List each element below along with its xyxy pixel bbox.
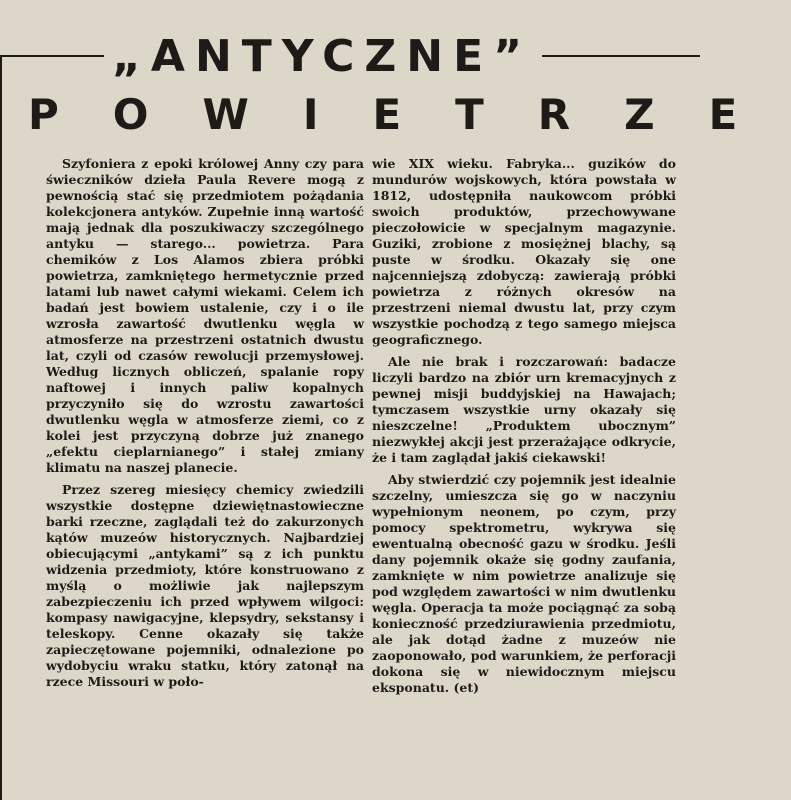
article-title-line-1: „ANTYCZNE” bbox=[104, 32, 542, 82]
paragraph-1: Szyfoniera z epoki królowej Anny czy para świeczników dzieła Paula Revere mogą z pewnością stać się przedmiotem pożądania kolekcjonera antyków. Zupełnie inną wartość mają jednak dla poszukiwaczy szczególnego antyku — starego... powietrza. Para chemików z Los Alamos zbiera próbki powietrza, zamkniętego hermetycznie przed latami lub nawet całymi wiekami. Celem ich badań jest bowiem ustalenie, czy i o ile wzrosła zawartość dwutlenku węgla w atmosferze na przestrzeni ostatnich dwustu lat, czyli od czasów rewolucji przemysłowej. Według licznych obliczeń, spalanie ropy naftowej i innych paliw kopalnych przyczyniło się do wzrostu zawartości dwutlenku węgla w atmosferze ziemi, co z kolei jest przyczyną dobrze już znanego „efektu cieplarnianego” i stałej zmiany klimatu na naszej planecie. bbox=[46, 156, 364, 475]
article-title-line-2: POWIETRZE bbox=[28, 90, 791, 139]
header-rule-vertical bbox=[0, 55, 2, 800]
paragraph-2-continued: wie XIX wieku. Fabryka... guzików do mundurów wojskowych, która powstała w 1812, udostępniła naukowcom próbki swoich produktów, przechowywane pieczołowicie w specjalnym magazynie. Guziki, zrobione z mosiężnej blachy, są puste w środku. Okazały się one najcenniejszą zdobyczą: zawierają próbki powietrza z różnych okresów na przestrzeni niemal dwustu lat, przy czym wszystkie pochodzą z tego samego miejsca geograficznego. bbox=[372, 156, 676, 347]
article-column-left bbox=[46, 156, 364, 696]
paragraph-2: Przez szereg miesięcy chemicy zwiedzili wszystkie dostępne dziewiętnastowieczne barki rzeczne, zaglądali też do zakurzonych kątów muzeów historycznych. Najbardziej obiecującymi „antykami” są z ich punktu widzenia przedmioty, które konstruowano z myślą o możliwie jak najlepszym zabezpieczeniu ich przed wpływem wilgoci: kompasy nawigacyjne, klepsydry, sekstansy i teleskopy. Cenne okazały się także zapieczętowane pojemniki, odnalezione po wydobyciu wraku statku, który zatonął na rzece Missouri w poło- bbox=[46, 482, 364, 689]
article-column-right bbox=[372, 156, 676, 702]
paragraph-4: Aby stwierdzić czy pojemnik jest idealnie szczelny, umieszcza się go w naczyniu wypełnionym neonem, po czym, przy pomocy spektrometru, wykrywa się ewentualną obecność gazu w środku. Jeśli dany pojemnik okaże się godny zaufania, zamknięte w nim powietrze analizuje się pod względem zawartości w nim dwutlenku węgla. Operacja ta może pociągnąć za sobą konieczność przedziurawienia przedmiotu, ale jak dotąd żadne z muzeów nie zaoponowało, pod warunkiem, że perforacji dokona się w niewidocznym miejscu eksponatu. (et) bbox=[372, 472, 676, 695]
paragraph-3: Ale nie brak i rozczarowań: badacze liczyli bardzo na zbiór urn kremacyjnych z pewnej misji buddyjskiej na Hawajach; tymczasem wszystkie urny okazały się nieszczelne! „Produktem ubocznym” niezwykłej akcji jest przerażające odkrycie, że i tam zaglądał jakiś ciekawski! bbox=[372, 354, 676, 465]
